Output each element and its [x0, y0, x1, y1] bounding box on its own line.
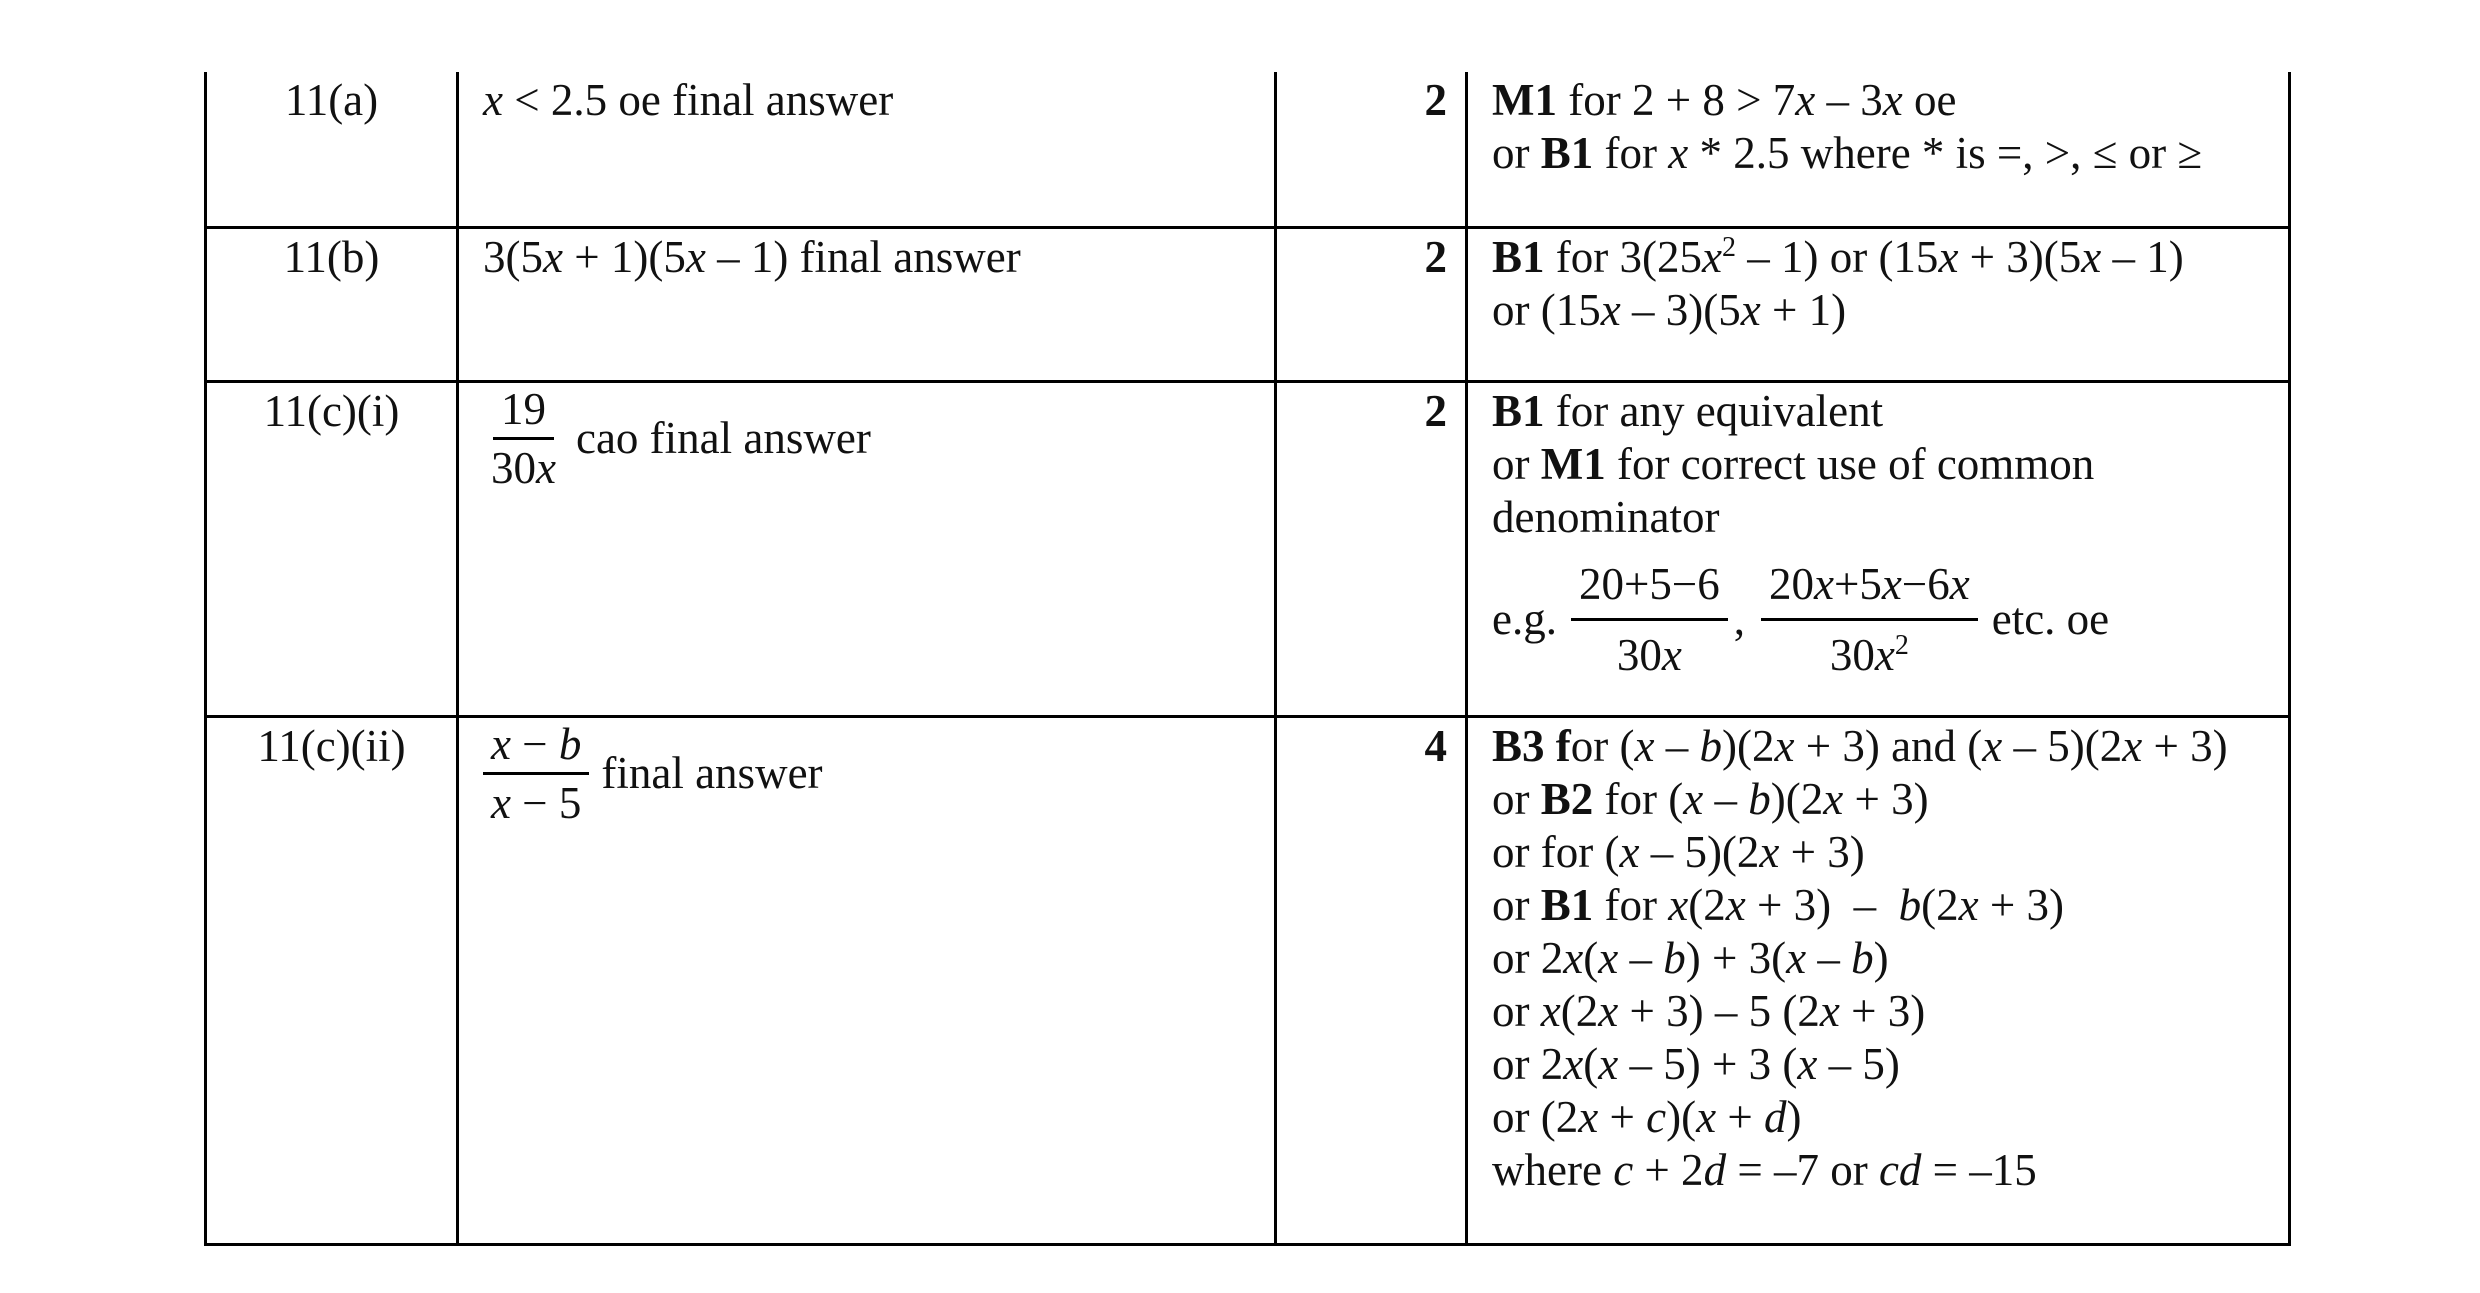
question-number: 11(c)(i): [206, 381, 458, 716]
answer-cell: x < 2.5 oe final answer: [458, 72, 1276, 227]
answer-fraction: $\frac{x - b}{x - 5}$: [483, 720, 589, 827]
guidance-line: or 2x(x – b) + 3(x – b): [1492, 932, 1889, 983]
table-row: [206, 227, 2290, 381]
guidance-cell: [1467, 716, 2290, 1244]
table-row: [206, 381, 2290, 716]
guidance-line: or (15x – 3)(5x + 1): [1492, 284, 1847, 335]
table-row: [206, 716, 2290, 1244]
question-number: 11(c)(ii): [206, 716, 458, 1244]
guidance-line: or B1 for x * 2.5 where * is =, >, ≤ or ≥: [1492, 128, 2203, 178]
guidance-line: B1 for $3(25x^2 - 1)$ or (15x + 3)(5x – 1): [1492, 231, 2184, 282]
example-fraction: $\frac{20x+5x-6x}{30x^2}$: [1761, 560, 1978, 679]
guidance-line: or 2x(x – 5) + 3 (x – 5): [1492, 1038, 1900, 1089]
guidance-cell: [1467, 381, 2290, 716]
guidance-line: or for (x – 5)(2x + 3): [1492, 826, 1865, 877]
table-row: [206, 72, 2290, 227]
question-number: 11(b): [206, 227, 458, 381]
guidance-cell: [1467, 72, 2290, 227]
marks-cell: 2: [1276, 381, 1467, 716]
guidance-cell: [1467, 227, 2290, 381]
mark-scheme-table: [204, 72, 2291, 1246]
marks-cell: 2: [1276, 227, 1467, 381]
answer-cell: 3(5x + 1)(5x – 1) final answer: [458, 227, 1276, 381]
guidance-line: B1 for any equivalent: [1492, 385, 1884, 436]
answer-cell: $\frac{19}{30x}$ cao final answer: [458, 381, 1276, 716]
guidance-line: or B1 for x(2x + 3) – b(2x + 3): [1492, 879, 2064, 930]
guidance-line: B3 for (x – b)(2x + 3) and (x – 5)(2x + 3): [1492, 720, 2228, 771]
guidance-line: or B2 for (x – b)(2x + 3): [1492, 773, 1929, 824]
guidance-line: or M1 for correct use of common: [1492, 438, 2095, 489]
guidance-line: denominator: [1492, 491, 1720, 542]
example-expression: e.g. $\frac{20+5-6}{30x}$ , $\frac{20x+5x-6x}{30x^2}$ etc. oe: [1492, 558, 2110, 680]
guidance-line: or (2x + c)(x + d): [1492, 1091, 1802, 1142]
question-number: 11(a): [206, 72, 458, 227]
answer-fraction: $\frac{19}{30x}$: [491, 383, 556, 493]
example-fraction: $\frac{20+5-6}{30x}$: [1571, 560, 1728, 679]
guidance-line: M1 for 2 + 8 > 7x – 3x oe: [1492, 75, 1957, 125]
marks-cell: 2: [1276, 72, 1467, 227]
guidance-line: where c + 2d = –7 or cd = –15: [1492, 1144, 2037, 1195]
marks-cell: 4: [1276, 716, 1467, 1244]
guidance-line: or x(2x + 3) – 5 (2x + 3): [1492, 985, 1926, 1036]
answer-cell: $\frac{x - b}{x - 5}$ final answer: [458, 716, 1276, 1244]
